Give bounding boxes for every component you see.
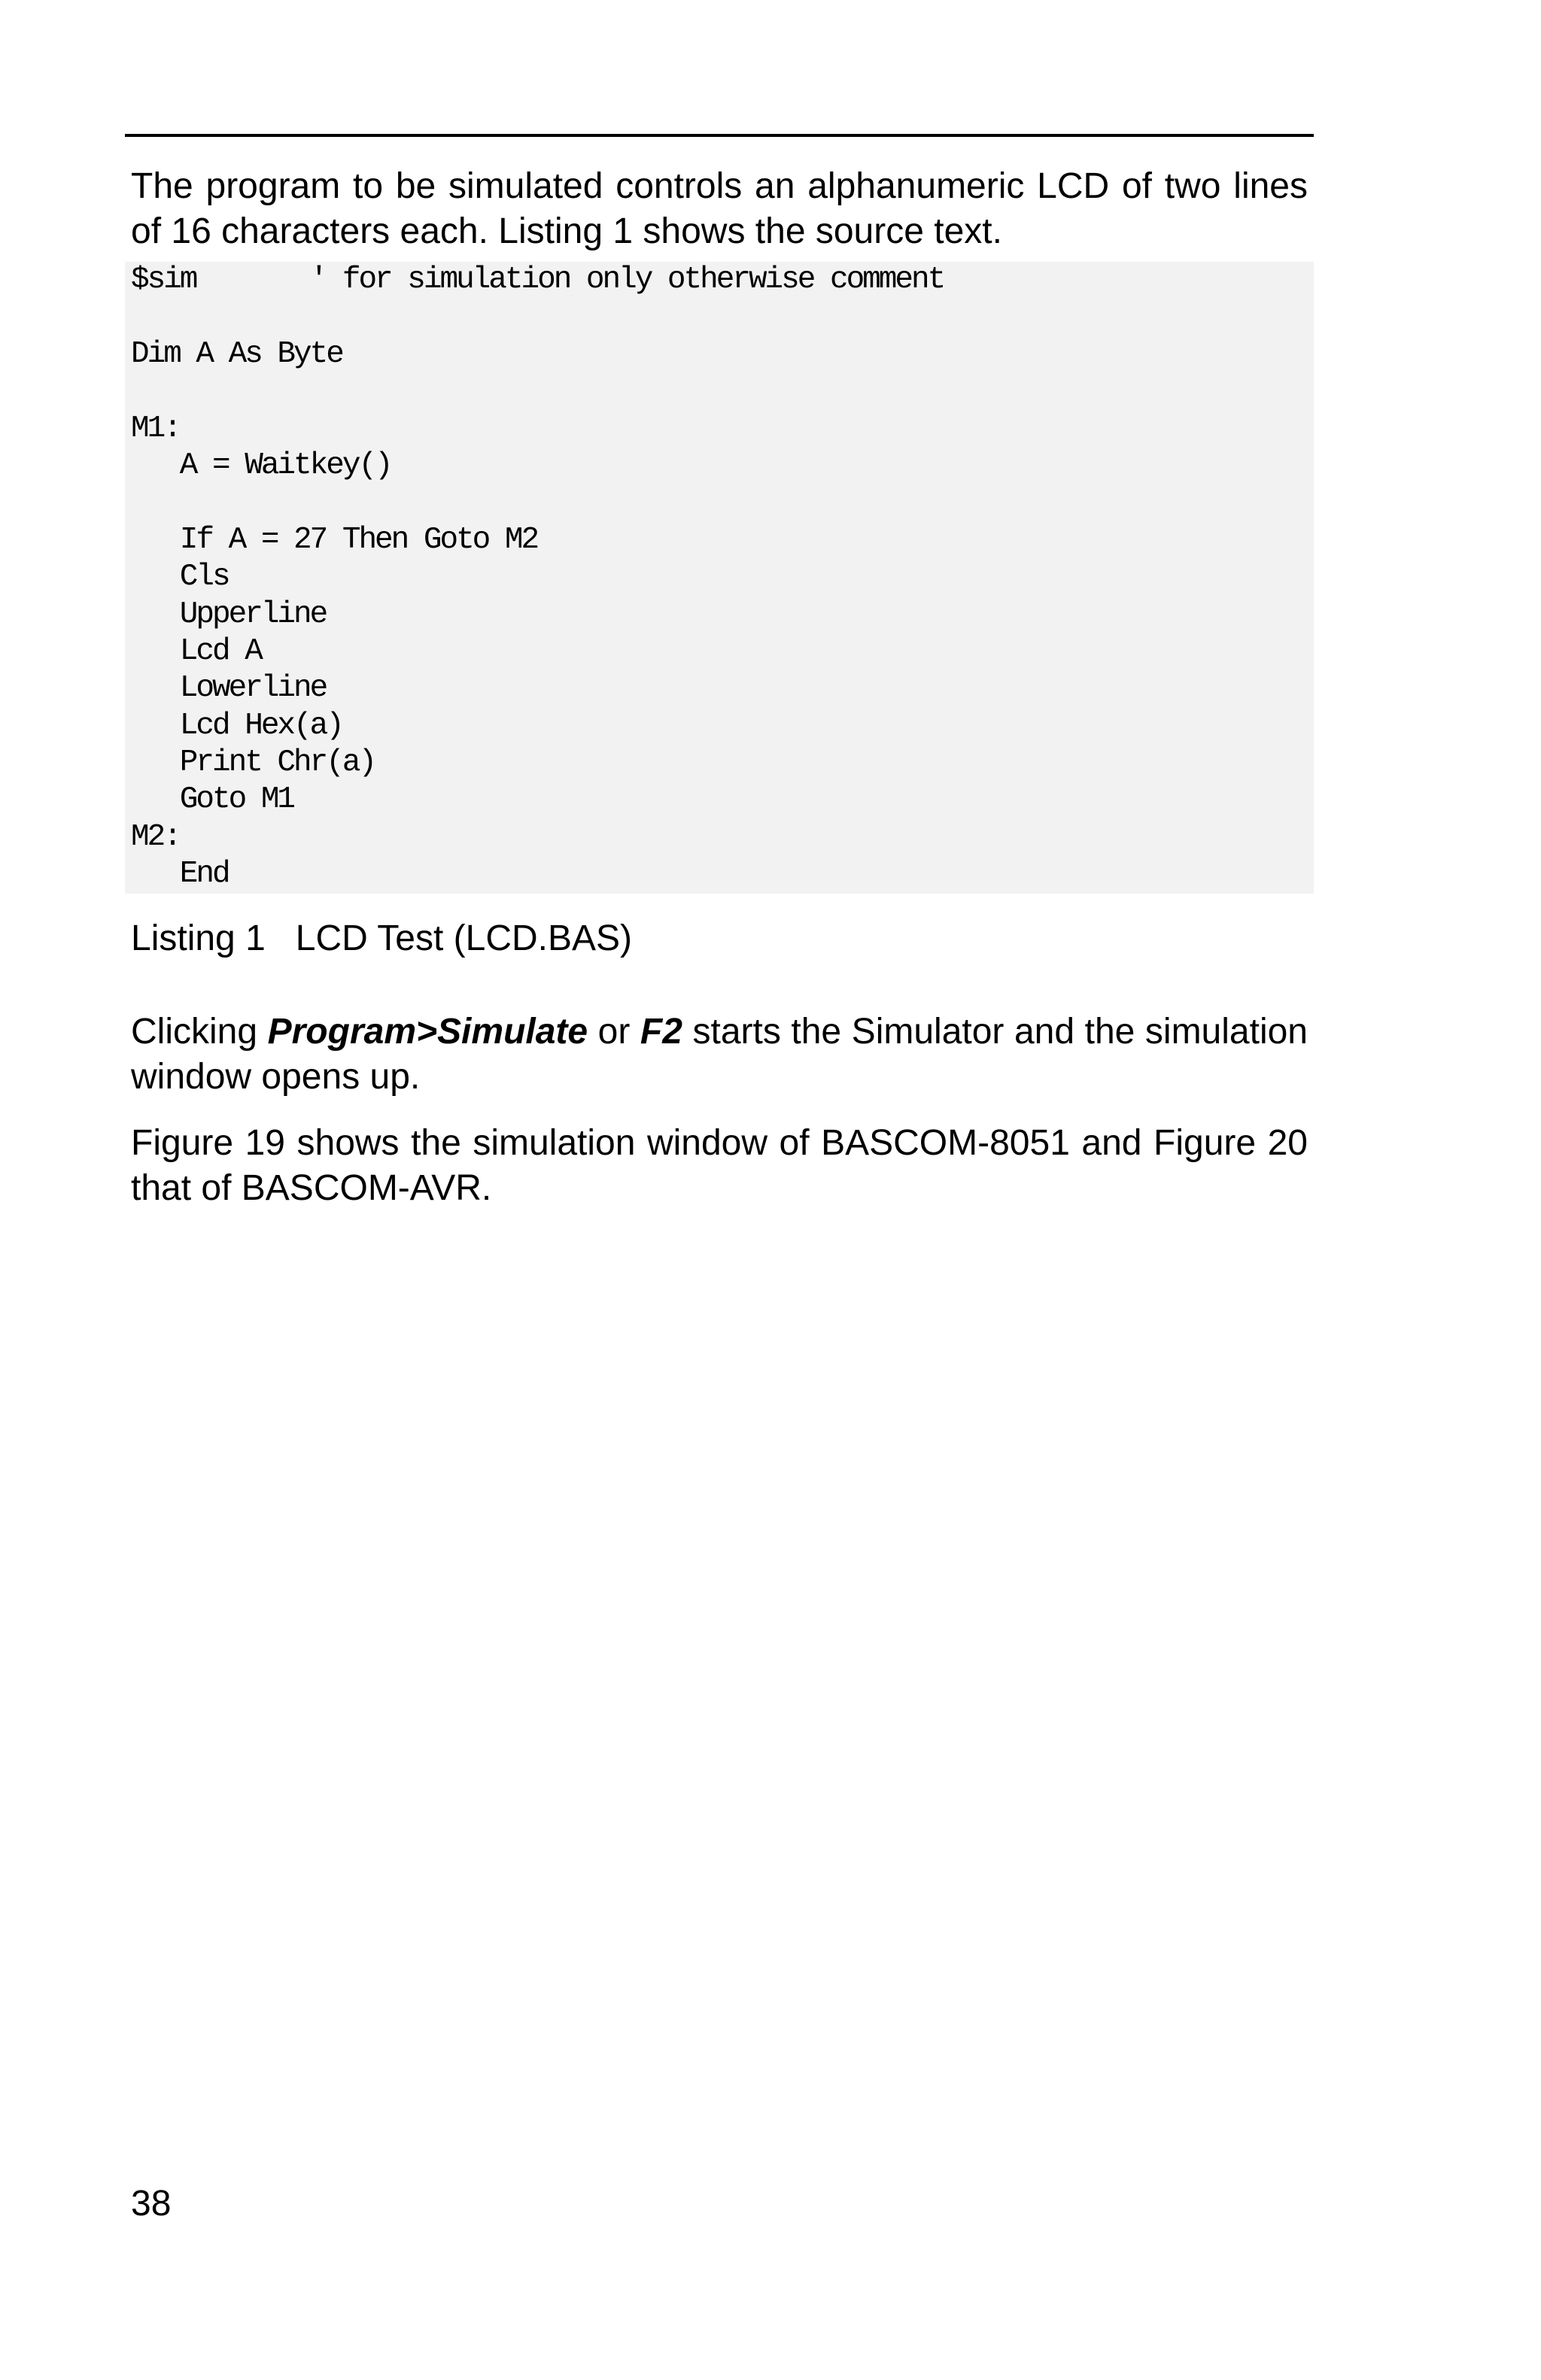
code-line: M2: — [131, 819, 180, 855]
code-line — [131, 373, 1308, 410]
simulate-prefix: Clicking — [131, 1011, 268, 1052]
header-rule — [125, 134, 1314, 137]
page-number: 38 — [131, 2184, 172, 2224]
code-line: Lcd Hex(a) — [131, 708, 342, 743]
menu-command: Program>Simulate — [267, 1011, 588, 1052]
code-line: End — [131, 857, 229, 892]
code-listing — [125, 262, 1314, 894]
code-line: A = Waitkey() — [131, 448, 391, 483]
page-content — [131, 164, 1308, 1211]
figure-paragraph: Figure 19 shows the simulation window of BASCOM-8051 and Figure 20 that of BASCOM-AVR. — [131, 1122, 1308, 1208]
code-line: Lowerline — [131, 671, 327, 706]
code-line: M1: — [131, 411, 180, 446]
intro-paragraph: The program to be simulated controls an alphanumeric LCD of two lines of 16 characters each. Listing 1 shows the source text. — [131, 166, 1308, 251]
simulate-paragraph — [131, 1009, 1308, 1100]
hotkey: F2 — [640, 1011, 682, 1052]
simulate-suffix: starts the Simulator and the simulation window opens up. — [131, 1011, 1308, 1097]
listing-caption: Listing 1 LCD Test (LCD.BAS) — [131, 918, 633, 958]
code-line: If A = 27 Then Goto M2 — [131, 522, 538, 557]
code-line: Cls — [131, 560, 229, 595]
code-line: Goto M1 — [131, 782, 294, 818]
code-line: Lcd A — [131, 633, 261, 669]
code-line — [131, 299, 1308, 335]
code-line: Dim A As Byte — [131, 336, 342, 372]
simulate-middle: or — [588, 1011, 640, 1052]
code-line: Print Chr(a) — [131, 745, 375, 781]
code-line — [131, 484, 1308, 521]
code-line: Upperline — [131, 597, 327, 632]
code-line: $sim ' for simulation only otherwise comment — [131, 263, 944, 297]
